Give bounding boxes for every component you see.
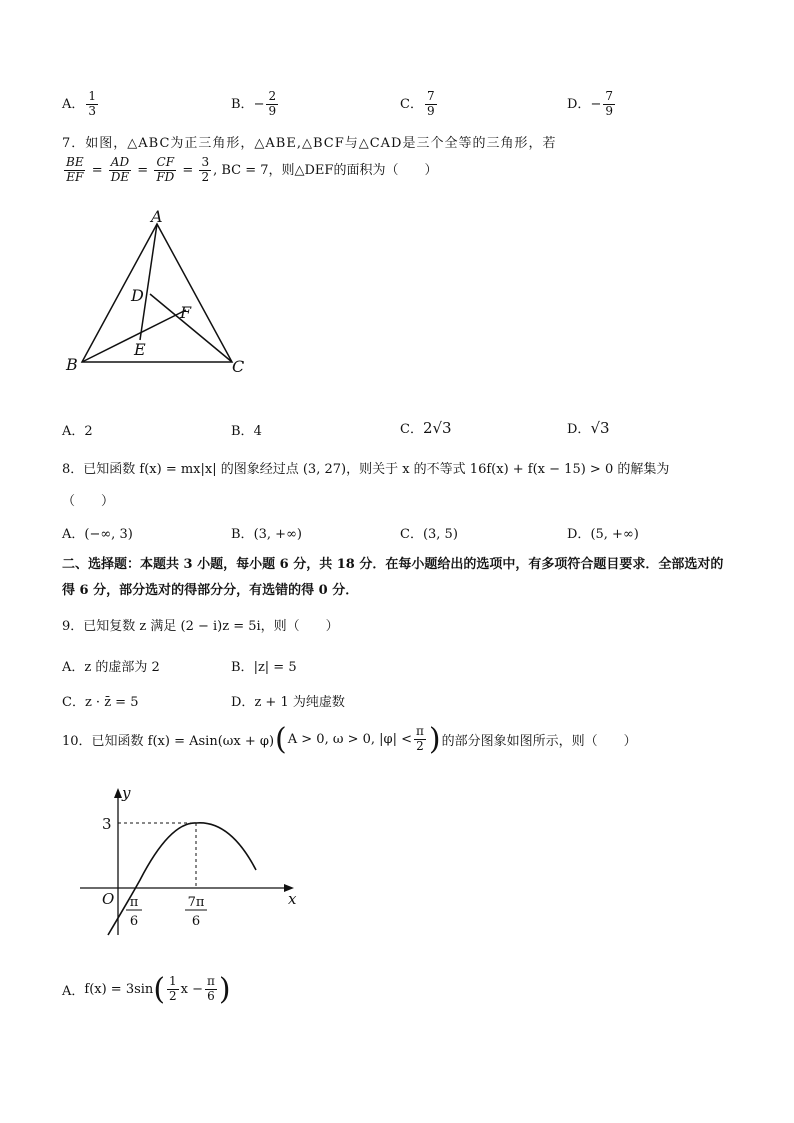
fraction-pi-2: $\frac{\pi}{2}$: [416, 724, 424, 753]
q9-option-c[interactable]: C．z · z̄ = 5: [62, 695, 139, 710]
fraction-ad-de: $\frac{AD}{DE}$: [110, 155, 130, 184]
q9-option-a[interactable]: A．z 的虚部为 2: [62, 660, 160, 675]
label-f: F: [180, 303, 192, 322]
q8-option-d[interactable]: D．(5, +∞): [567, 527, 639, 542]
origin-label: O: [102, 890, 115, 908]
label-c: C: [232, 357, 245, 376]
fraction-be-ef: $\frac{BE}{EF}$: [66, 155, 84, 184]
fraction: $\frac{1}{3}$: [88, 89, 97, 118]
tick-7pi-6-den: 6: [191, 914, 201, 929]
q7-stem-line1: 7．如图，△ABC为正三角形，△ABE,△BCF与△CAD是三个全等的三角形，若: [62, 136, 557, 151]
q8-stem-line1: 8．已知函数 f(x) = mx|x| 的图象经过点 (3, 27)，则关于 x 的不等式 16f(x) + f(x − 15) > 0 的解集为: [62, 462, 670, 477]
q10-option-a[interactable]: A． f(x) = 3sin ( $\frac{1}{2}$ x − $\frac{\pi}{6}$ ): [62, 972, 231, 1007]
q6-option-d[interactable]: D．− $\frac{7}{9}$: [567, 89, 613, 118]
max-value-label: 3: [102, 815, 112, 833]
q7-triangle-figure: [60, 210, 260, 380]
q10-stem: 10．已知函数 f(x) = Asin(ωx + φ) ( A > 0, ω > 0, |φ| < $\frac{\pi}{2}$ ) 的部分图象如图所示，则（ ）: [62, 722, 637, 757]
tick-pi-6-den: 6: [129, 914, 139, 929]
q6-option-b[interactable]: B．− $\frac{2}{9}$: [231, 89, 277, 118]
label-a: A: [151, 210, 163, 226]
label-b: B: [66, 355, 78, 374]
q9-option-b[interactable]: B．|z| = 5: [231, 660, 297, 675]
fraction: $\frac{7}{9}$: [605, 89, 613, 118]
q7-option-b[interactable]: B．4: [231, 424, 262, 439]
q8-option-c[interactable]: C．(3, 5): [400, 527, 458, 542]
fraction-cf-fd: $\frac{CF}{FD}$: [156, 155, 175, 184]
triangle-abc: [82, 224, 232, 362]
q7-option-d[interactable]: D．√3: [567, 419, 610, 437]
q8-option-a[interactable]: A．(−∞, 3): [62, 527, 133, 542]
q9-option-d[interactable]: D．z + 1 为纯虚数: [231, 695, 345, 710]
y-axis-label: y: [122, 784, 131, 802]
q9-stem: 9．已知复数 z 满足 (2 − i)z = 5i，则（ ）: [62, 619, 339, 634]
fraction-3-2: $\frac{3}{2}$: [201, 155, 210, 184]
fraction: $\frac{2}{9}$: [268, 89, 277, 118]
x-axis-label: x: [288, 890, 297, 908]
label-d: D: [131, 286, 144, 305]
q6-option-a[interactable]: A． $\frac{1}{3}$: [62, 89, 97, 118]
q10-sine-graph: [80, 780, 310, 945]
y-axis-arrow: [114, 788, 122, 798]
q6-option-c[interactable]: C． $\frac{7}{9}$: [400, 89, 435, 118]
q7-option-c[interactable]: C．2√3: [400, 419, 452, 437]
fraction-pi-6: $\frac{\pi}{6}$: [207, 974, 215, 1003]
segment-ae: [140, 224, 157, 340]
q8-option-b[interactable]: B．(3, +∞): [231, 527, 302, 542]
q8-stem-line2: （ ）: [62, 494, 115, 509]
section-2-heading: 二、选择题：本题共 3 小题，每小题 6 分，共 18 分．在每小题给出的选项中，有多项符合题目要求．全部选对的得 6 分，部分选对的得部分分，有选错的得 0 分．: [62, 557, 724, 598]
tick-pi-6-num: π: [129, 895, 139, 910]
fraction-1-2: $\frac{1}{2}$: [169, 974, 177, 1003]
fraction: $\frac{7}{9}$: [426, 89, 435, 118]
tick-7pi-6-num: 7π: [187, 895, 205, 910]
q7-stem-line2: $\frac{BE}{EF}$ = $\frac{AD}{DE}$ = $\frac{CF}{FD}$ = $\frac{3}{2}$ , BC = 7，则△DEF的面积为（ ）: [66, 155, 438, 184]
label-e: E: [134, 340, 146, 359]
q7-option-a[interactable]: A．2: [62, 424, 93, 439]
